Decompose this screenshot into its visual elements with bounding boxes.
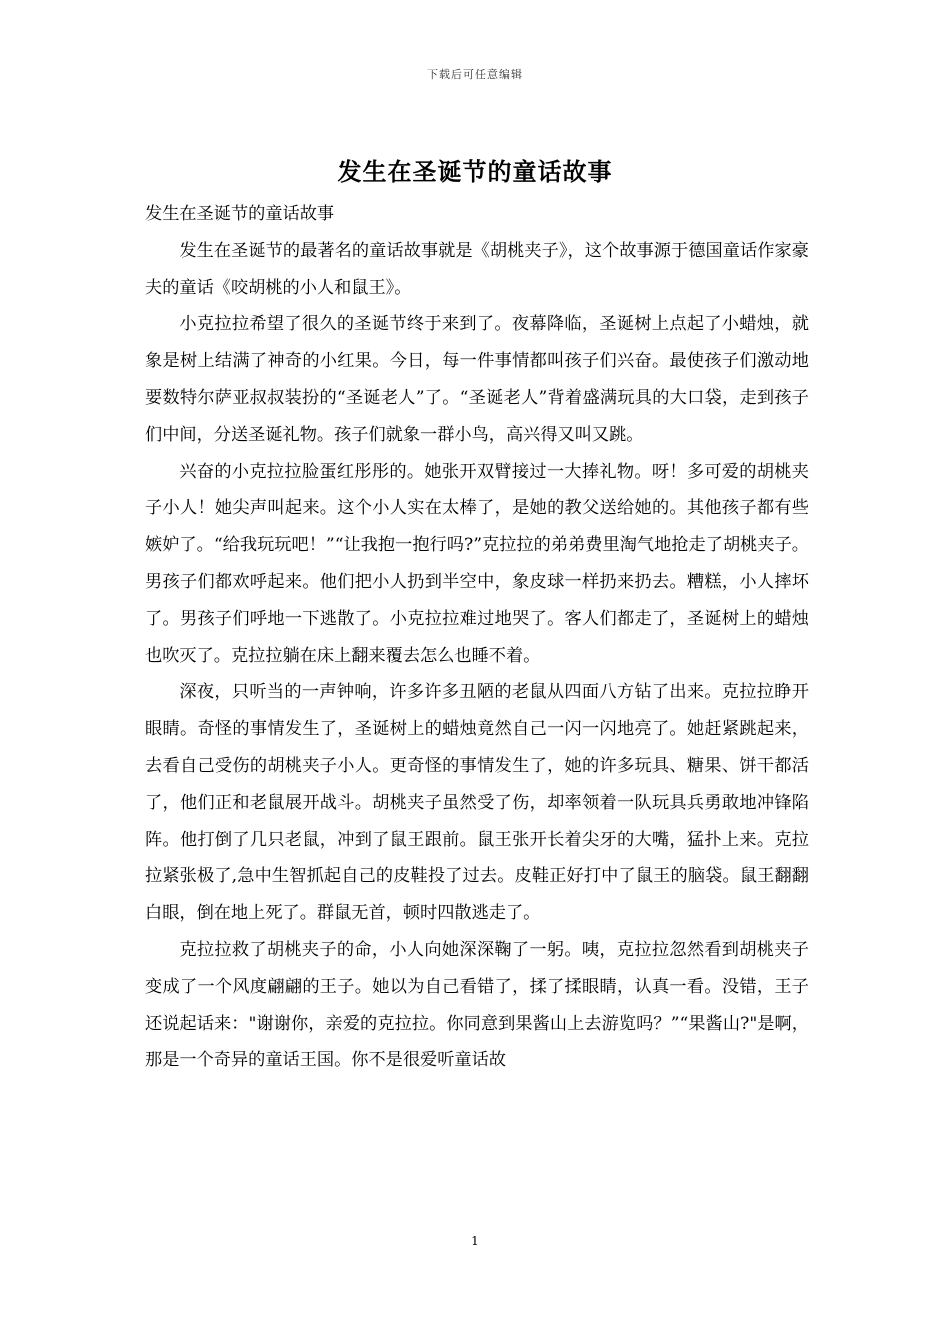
paragraph-1: 发生在圣诞节的最著名的童话故事就是《胡桃夹子》，这个故事源于德国童话作家豪夫的童话《咬胡桃的小人和鼠王》。	[145, 240, 809, 298]
document-body	[145, 196, 809, 1079]
page-number: 1	[471, 1234, 479, 1248]
document-title: 发生在圣诞节的童话故事	[337, 157, 613, 186]
paragraph-5: 克拉拉救了胡桃夹子的命，小人向她深深鞠了一躬。咦，克拉拉忽然看到胡桃夹子变成了一个风度翩翩的王子。她以为自己看错了，揉了揉眼睛，认真一看。没错，王子还说起话来："谢谢你，亲爱的克拉拉。你同意到果酱山上去游览吗？”“果酱山?"是啊，那是一个奇异的童话王国。你不是很爱听童话故	[145, 939, 809, 1071]
document-subtitle: 发生在圣诞节的童话故事	[145, 204, 335, 224]
paragraph-3: 兴奋的小克拉拉脸蛋红彤彤的。她张开双臂接过一大捧礼物。呀！多可爱的胡桃夹子小人！她尖声叫起来。这个小人实在太棒了，是她的教父送给她的。其他孩子都有些嫉妒了。“给我玩玩吧！”“让我抱一抱行吗?”克拉拉的弟弟费里淘气地抢走了胡桃夹子。男孩子们都欢呼起来。他们把小人扔到半空中，象皮球一样扔来扔去。糟糕，小人摔坏了。男孩子们呼地一下逃散了。小克拉拉难过地哭了。客人们都走了，圣诞树上的蜡烛也吹灭了。克拉拉躺在床上翻来覆去怎么也睡不着。	[145, 461, 809, 666]
page-header: 下载后可任意编辑	[427, 68, 523, 81]
paragraph-4: 深夜，只听当的一声钟响，许多许多丑陋的老鼠从四面八方钻了出来。克拉拉睁开眼睛。奇怪的事情发生了，圣诞树上的蜡烛竟然自己一闪一闪地亮了。她赶紧跳起来，去看自己受伤的胡桃夹子小人。更奇怪的事情发生了，她的许多玩具、糖果、饼干都活了，他们正和老鼠展开战斗。胡桃夹子虽然受了伤，却率领着一队玩具兵勇敢地冲锋陷阵。他打倒了几只老鼠，冲到了鼠王跟前。鼠王张开长着尖牙的大嘴，猛扑上来。克拉拉紧张极了,急中生智抓起自己的皮鞋投了过去。皮鞋正好打中了鼠王的脑袋。鼠王翻翻白眼，倒在地上死了。群鼠无首，顿时四散逃走了。	[145, 682, 809, 924]
paragraph-2: 小克拉拉希望了很久的圣诞节终于来到了。夜幕降临，圣诞树上点起了小蜡烛，就象是树上结满了神奇的小红果。今日，每一件事情都叫孩子们兴奋。最使孩子们激动地要数特尔萨亚叔叔装扮的“圣诞老人”了。“圣诞老人”背着盛满玩具的大口袋，走到孩子们中间，分送圣诞礼物。孩子们就象一群小鸟，高兴得又叫又跳。	[145, 314, 809, 445]
